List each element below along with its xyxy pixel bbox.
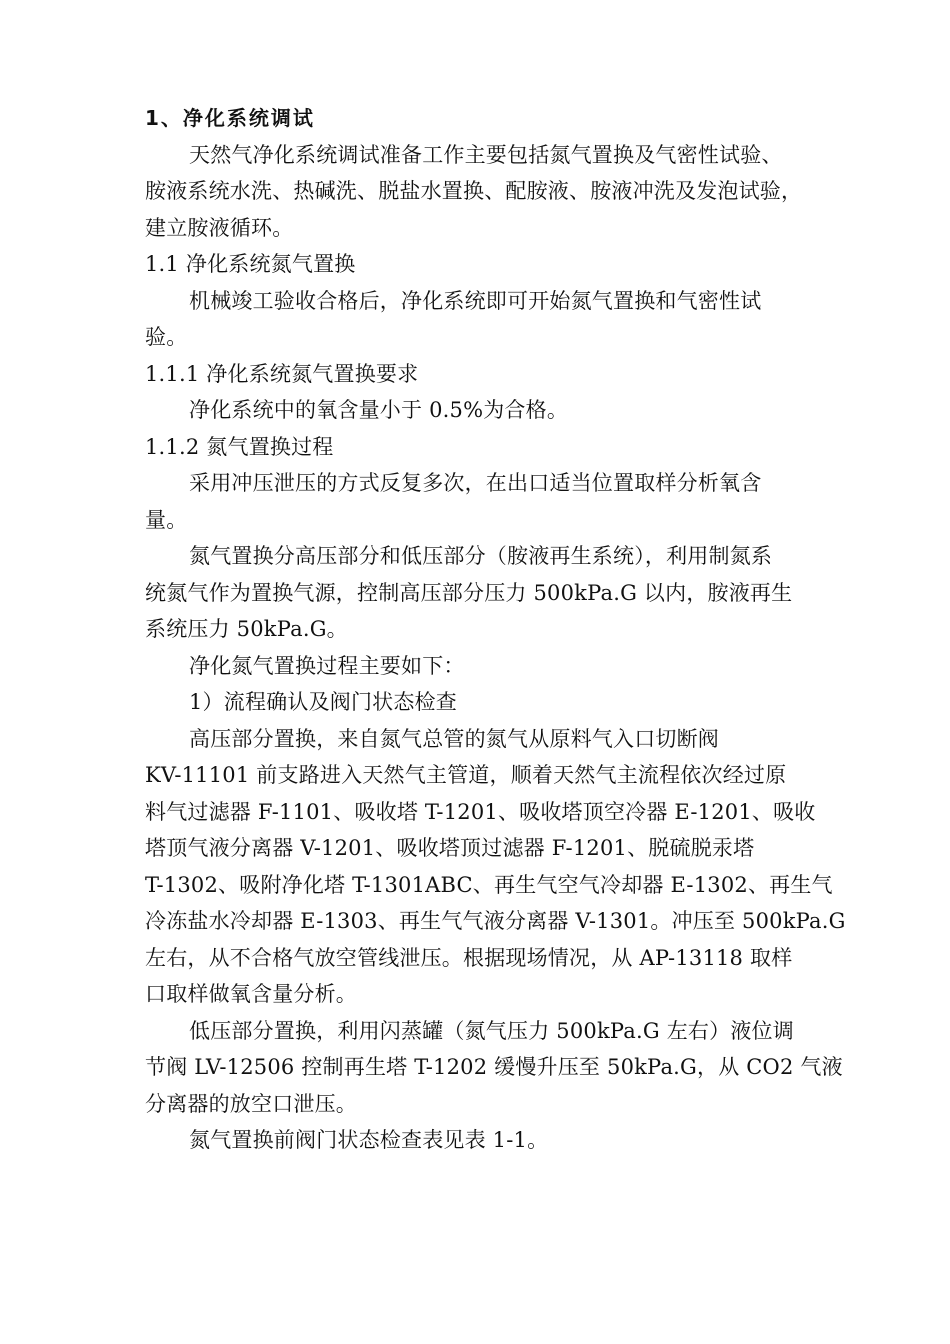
paragraph-line: 系统压力 50kPa.G。 xyxy=(145,617,348,641)
paragraph-line: 净化系统中的氧含量小于 0.5%为合格。 xyxy=(189,398,569,422)
paragraph-line: 验。 xyxy=(145,325,188,349)
paragraph-line: 统氮气作为置换气源，控制高压部分压力 500kPa.G 以内，胺液再生 xyxy=(145,580,793,605)
subsection-heading: 1.1.2 氮气置换过程 xyxy=(145,434,334,459)
paragraph-line: 节阀 LV-12506 控制再生塔 T-1202 缓慢升压至 50kPa.G，从 CO2 气液 xyxy=(145,1055,843,1079)
section-heading: 1、净化系统调试 xyxy=(145,106,315,130)
paragraph-line: 采用冲压泄压的方式反复多次，在出口适当位置取样分析氧含 xyxy=(189,471,762,495)
paragraph-line: 建立胺液循环。 xyxy=(145,215,294,240)
document-page xyxy=(145,100,846,1159)
paragraph-line: 氮气置换分高压部分和低压部分（胺液再生系统），利用制氮系 xyxy=(189,544,773,568)
paragraph-line: 净化氮气置换过程主要如下： xyxy=(189,653,465,678)
paragraph-line: 料气过滤器 F-1101、吸收塔 T-1201、吸收塔顶空冷器 E-1201、吸收 xyxy=(145,799,816,824)
paragraph-line: 口取样做氧含量分析。 xyxy=(145,982,357,1006)
paragraph-line: 胺液系统水洗、热碱洗、脱盐水置换、配胺液、胺液冲洗及发泡试验， xyxy=(145,179,803,203)
subsection-heading: 1.1 净化系统氮气置换 xyxy=(145,252,356,276)
paragraph-line: T-1302、吸附净化塔 T-1301ABC、再生气空气冷却器 E-1302、再生气 xyxy=(145,872,833,897)
subsection-heading: 1.1.1 净化系统氮气置换要求 xyxy=(145,361,419,386)
paragraph-line: 塔顶气液分离器 V-1201、吸收塔顶过滤器 F-1201、脱硫脱汞塔 xyxy=(145,836,755,860)
paragraph-line: 左右，从不合格气放空管线泄压。根据现场情况，从 AP-13118 取样 xyxy=(145,945,793,970)
paragraph-line: 天然气净化系统调试准备工作主要包括氮气置换及气密性试验、 xyxy=(189,142,783,167)
paragraph-line: 冷冻盐水冷却器 E-1303、再生气气液分离器 V-1301。冲压至 500kPa.G xyxy=(145,909,846,933)
paragraph-line: 机械竣工验收合格后，净化系统即可开始氮气置换和气密性试 xyxy=(189,288,762,313)
paragraph-line: 分离器的放空口泄压。 xyxy=(145,1091,357,1116)
paragraph-line: 低压部分置换，利用闪蒸罐（氮气压力 500kPa.G 左右）液位调 xyxy=(189,1018,794,1043)
list-item: 1）流程确认及阀门状态检查 xyxy=(189,690,457,714)
paragraph-line: 量。 xyxy=(145,507,188,532)
paragraph-line: 氮气置换前阀门状态检查表见表 1-1。 xyxy=(189,1128,549,1152)
paragraph-line: KV-11101 前支路进入天然气主管道，顺着天然气主流程依次经过原 xyxy=(145,763,787,787)
paragraph-line: 高压部分置换，来自氮气总管的氮气从原料气入口切断阀 xyxy=(189,726,719,751)
